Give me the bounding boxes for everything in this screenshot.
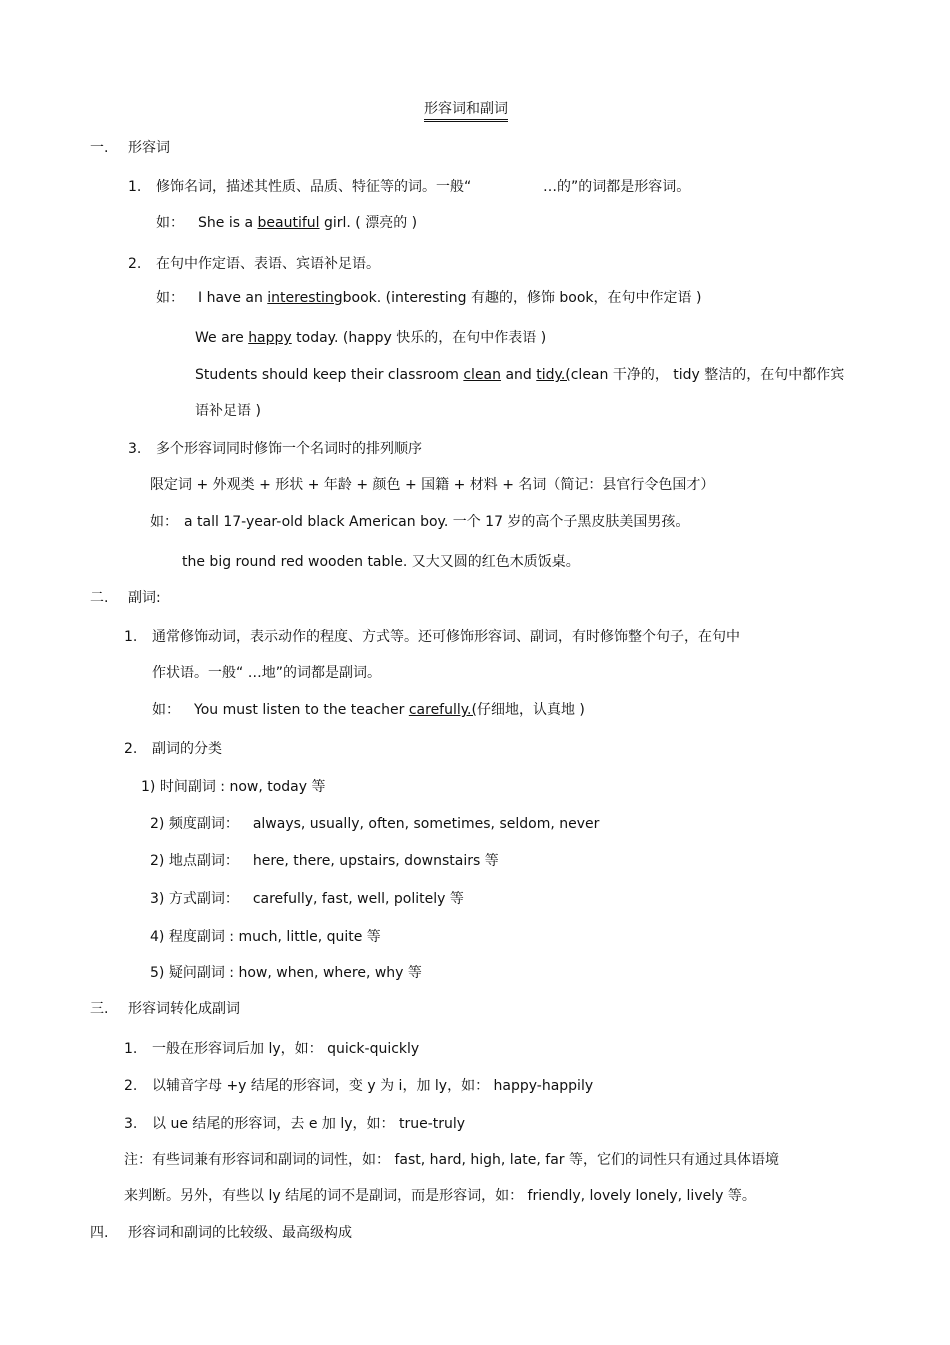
s1-item3-order: 限定词 + 外观类 + 形状 + 年龄 + 颜色 + 国籍 + 材料 + 名词（简记：县官行令色国才） bbox=[150, 477, 715, 493]
adverb-type-row bbox=[141, 778, 326, 796]
adverb-type-number: 3) bbox=[150, 891, 165, 907]
s1-item1-text-a: 修饰名词，描述其性质、品质、特征等的词。一般“ bbox=[156, 179, 472, 195]
adverb-type-words: : now, today 等 bbox=[220, 779, 326, 795]
section-1-number: 一. bbox=[90, 140, 109, 156]
example-prefix: 如： bbox=[156, 215, 184, 231]
s1-item2-example-3 bbox=[195, 366, 844, 384]
s2-item1-text-b: 作状语。一般“ …地”的词都是副词。 bbox=[152, 665, 381, 681]
s1-item1-example bbox=[156, 214, 417, 232]
adverb-type-words: carefully, fast, well, politely 等 bbox=[252, 891, 464, 907]
s1-item2-text: 在句中作定语、表语、宾语补足语。 bbox=[156, 256, 380, 272]
s3-rule-text: 以辅音字母 +y 结尾的形容词，变 y 为 i，加 ly，如： happy-happily bbox=[152, 1078, 594, 1094]
adverb-type-number: 2) bbox=[150, 816, 165, 832]
s3-rule-number: 1. bbox=[124, 1041, 138, 1057]
adverb-type-label: 程度副词 bbox=[168, 929, 225, 945]
s3-rule-text: 一般在形容词后加 ly，如： quick-quickly bbox=[152, 1041, 420, 1057]
example-text: She is a bbox=[198, 215, 254, 231]
adverb-type-number: 4) bbox=[150, 929, 165, 945]
s1-item2-example-2 bbox=[195, 329, 546, 347]
s1-item1-text-b: …的”的词都是形容词。 bbox=[543, 179, 691, 195]
s3-note-line-2: 来判断。另外，有些以 ly 结尾的词不是副词，而是形容词，如： friendly, lovely lonely, lively 等。 bbox=[124, 1188, 756, 1204]
adverb-type-number: 1) bbox=[141, 779, 156, 795]
adverb-type-row bbox=[150, 964, 422, 982]
adverb-type-label: 地点副词： bbox=[168, 853, 239, 869]
example-text: We are bbox=[195, 330, 244, 346]
s1-item3-text: 多个形容词同时修饰一个名词时的排列顺序 bbox=[156, 441, 422, 457]
s1-item1-number: 1. bbox=[128, 179, 142, 195]
underlined-word: tidy.( bbox=[536, 367, 571, 383]
underlined-word: carefully.( bbox=[408, 702, 477, 718]
example-prefix: 如： bbox=[150, 514, 178, 530]
s2-item2-text: 副词的分类 bbox=[152, 741, 222, 757]
underlined-word: interesting bbox=[267, 290, 343, 306]
adverb-type-number: 5) bbox=[150, 965, 165, 981]
s3-rule-number: 3. bbox=[124, 1116, 138, 1132]
page-title: 形容词和副词 bbox=[424, 100, 508, 122]
adverb-type-words: always, usually, often, sometimes, seldom, never bbox=[252, 816, 600, 832]
example-prefix: 如： bbox=[156, 290, 184, 306]
example-text: a tall 17-year-old black American boy. 一个 17 岁的高个子黑皮肤美国男孩。 bbox=[184, 514, 690, 530]
example-text: today. (happy 快乐的，在句中作表语 ) bbox=[296, 330, 547, 346]
example-text: You must listen to the teacher bbox=[194, 702, 405, 718]
section-4-number: 四. bbox=[90, 1225, 109, 1241]
underlined-word: clean bbox=[463, 367, 502, 383]
adverb-type-row bbox=[150, 890, 464, 908]
adverb-type-row bbox=[150, 852, 499, 870]
s3-rule-text: 以 ue 结尾的形容词，去 e 加 ly，如： true-truly bbox=[152, 1116, 466, 1132]
adverb-type-label: 疑问副词 bbox=[168, 965, 225, 981]
example-text: Students should keep their classroom bbox=[195, 367, 459, 383]
example-text: book. (interesting 有趣的，修饰 book，在句中作定语 ) bbox=[342, 290, 702, 306]
section-3-heading: 形容词转化成副词 bbox=[128, 1001, 240, 1017]
s1-item3-example-1 bbox=[150, 513, 689, 531]
s2-item2-number: 2. bbox=[124, 741, 138, 757]
adverb-type-row bbox=[150, 928, 381, 946]
s3-note-line-1: 注：有些词兼有形容词和副词的词性，如： fast, hard, high, late, far 等，它们的词性只有通过具体语境 bbox=[124, 1152, 779, 1168]
example-text: girl. ( 漂亮的 ) bbox=[323, 215, 418, 231]
s1-item3-example-2: the big round red wooden table. 又大又圆的红色木质饭桌。 bbox=[182, 554, 580, 570]
adverb-type-words: : much, little, quite 等 bbox=[229, 929, 381, 945]
example-prefix: 如： bbox=[152, 702, 180, 718]
s1-item2-example-1 bbox=[156, 289, 701, 307]
s2-item1-text-a: 通常修饰动词，表示动作的程度、方式等。还可修饰形容词、副词，有时修饰整个句子，在句中 bbox=[152, 629, 740, 645]
section-3-number: 三. bbox=[90, 1001, 109, 1017]
s1-item3-number: 3. bbox=[128, 441, 142, 457]
adverb-type-number: 2) bbox=[150, 853, 165, 869]
section-1-heading: 形容词 bbox=[128, 140, 170, 156]
example-text: clean 干净的， tidy 整洁的，在句中都作宾 bbox=[570, 367, 845, 383]
example-text: I have an bbox=[198, 290, 263, 306]
adverb-type-words: : how, when, where, why 等 bbox=[229, 965, 422, 981]
s1-item2-example-3-cont: 语补足语 ) bbox=[195, 403, 261, 419]
adverb-type-label: 方式副词： bbox=[168, 891, 239, 907]
s2-item1-example bbox=[152, 701, 585, 719]
underlined-word: beautiful bbox=[257, 215, 320, 231]
underlined-word: happy bbox=[248, 330, 292, 346]
example-text: and bbox=[505, 367, 532, 383]
adverb-type-row bbox=[150, 815, 599, 833]
section-2-number: 二. bbox=[90, 590, 109, 606]
section-2-heading: 副词: bbox=[128, 590, 161, 606]
adverb-type-label: 时间副词 bbox=[159, 779, 216, 795]
example-text: 仔细地，认真地 ) bbox=[476, 702, 585, 718]
s1-item2-number: 2. bbox=[128, 256, 142, 272]
adverb-type-label: 频度副词： bbox=[168, 816, 239, 832]
s3-rule-number: 2. bbox=[124, 1078, 138, 1094]
s2-item1-number: 1. bbox=[124, 629, 138, 645]
adverb-type-words: here, there, upstairs, downstairs 等 bbox=[252, 853, 499, 869]
section-4-heading: 形容词和副词的比较级、最高级构成 bbox=[128, 1225, 352, 1241]
